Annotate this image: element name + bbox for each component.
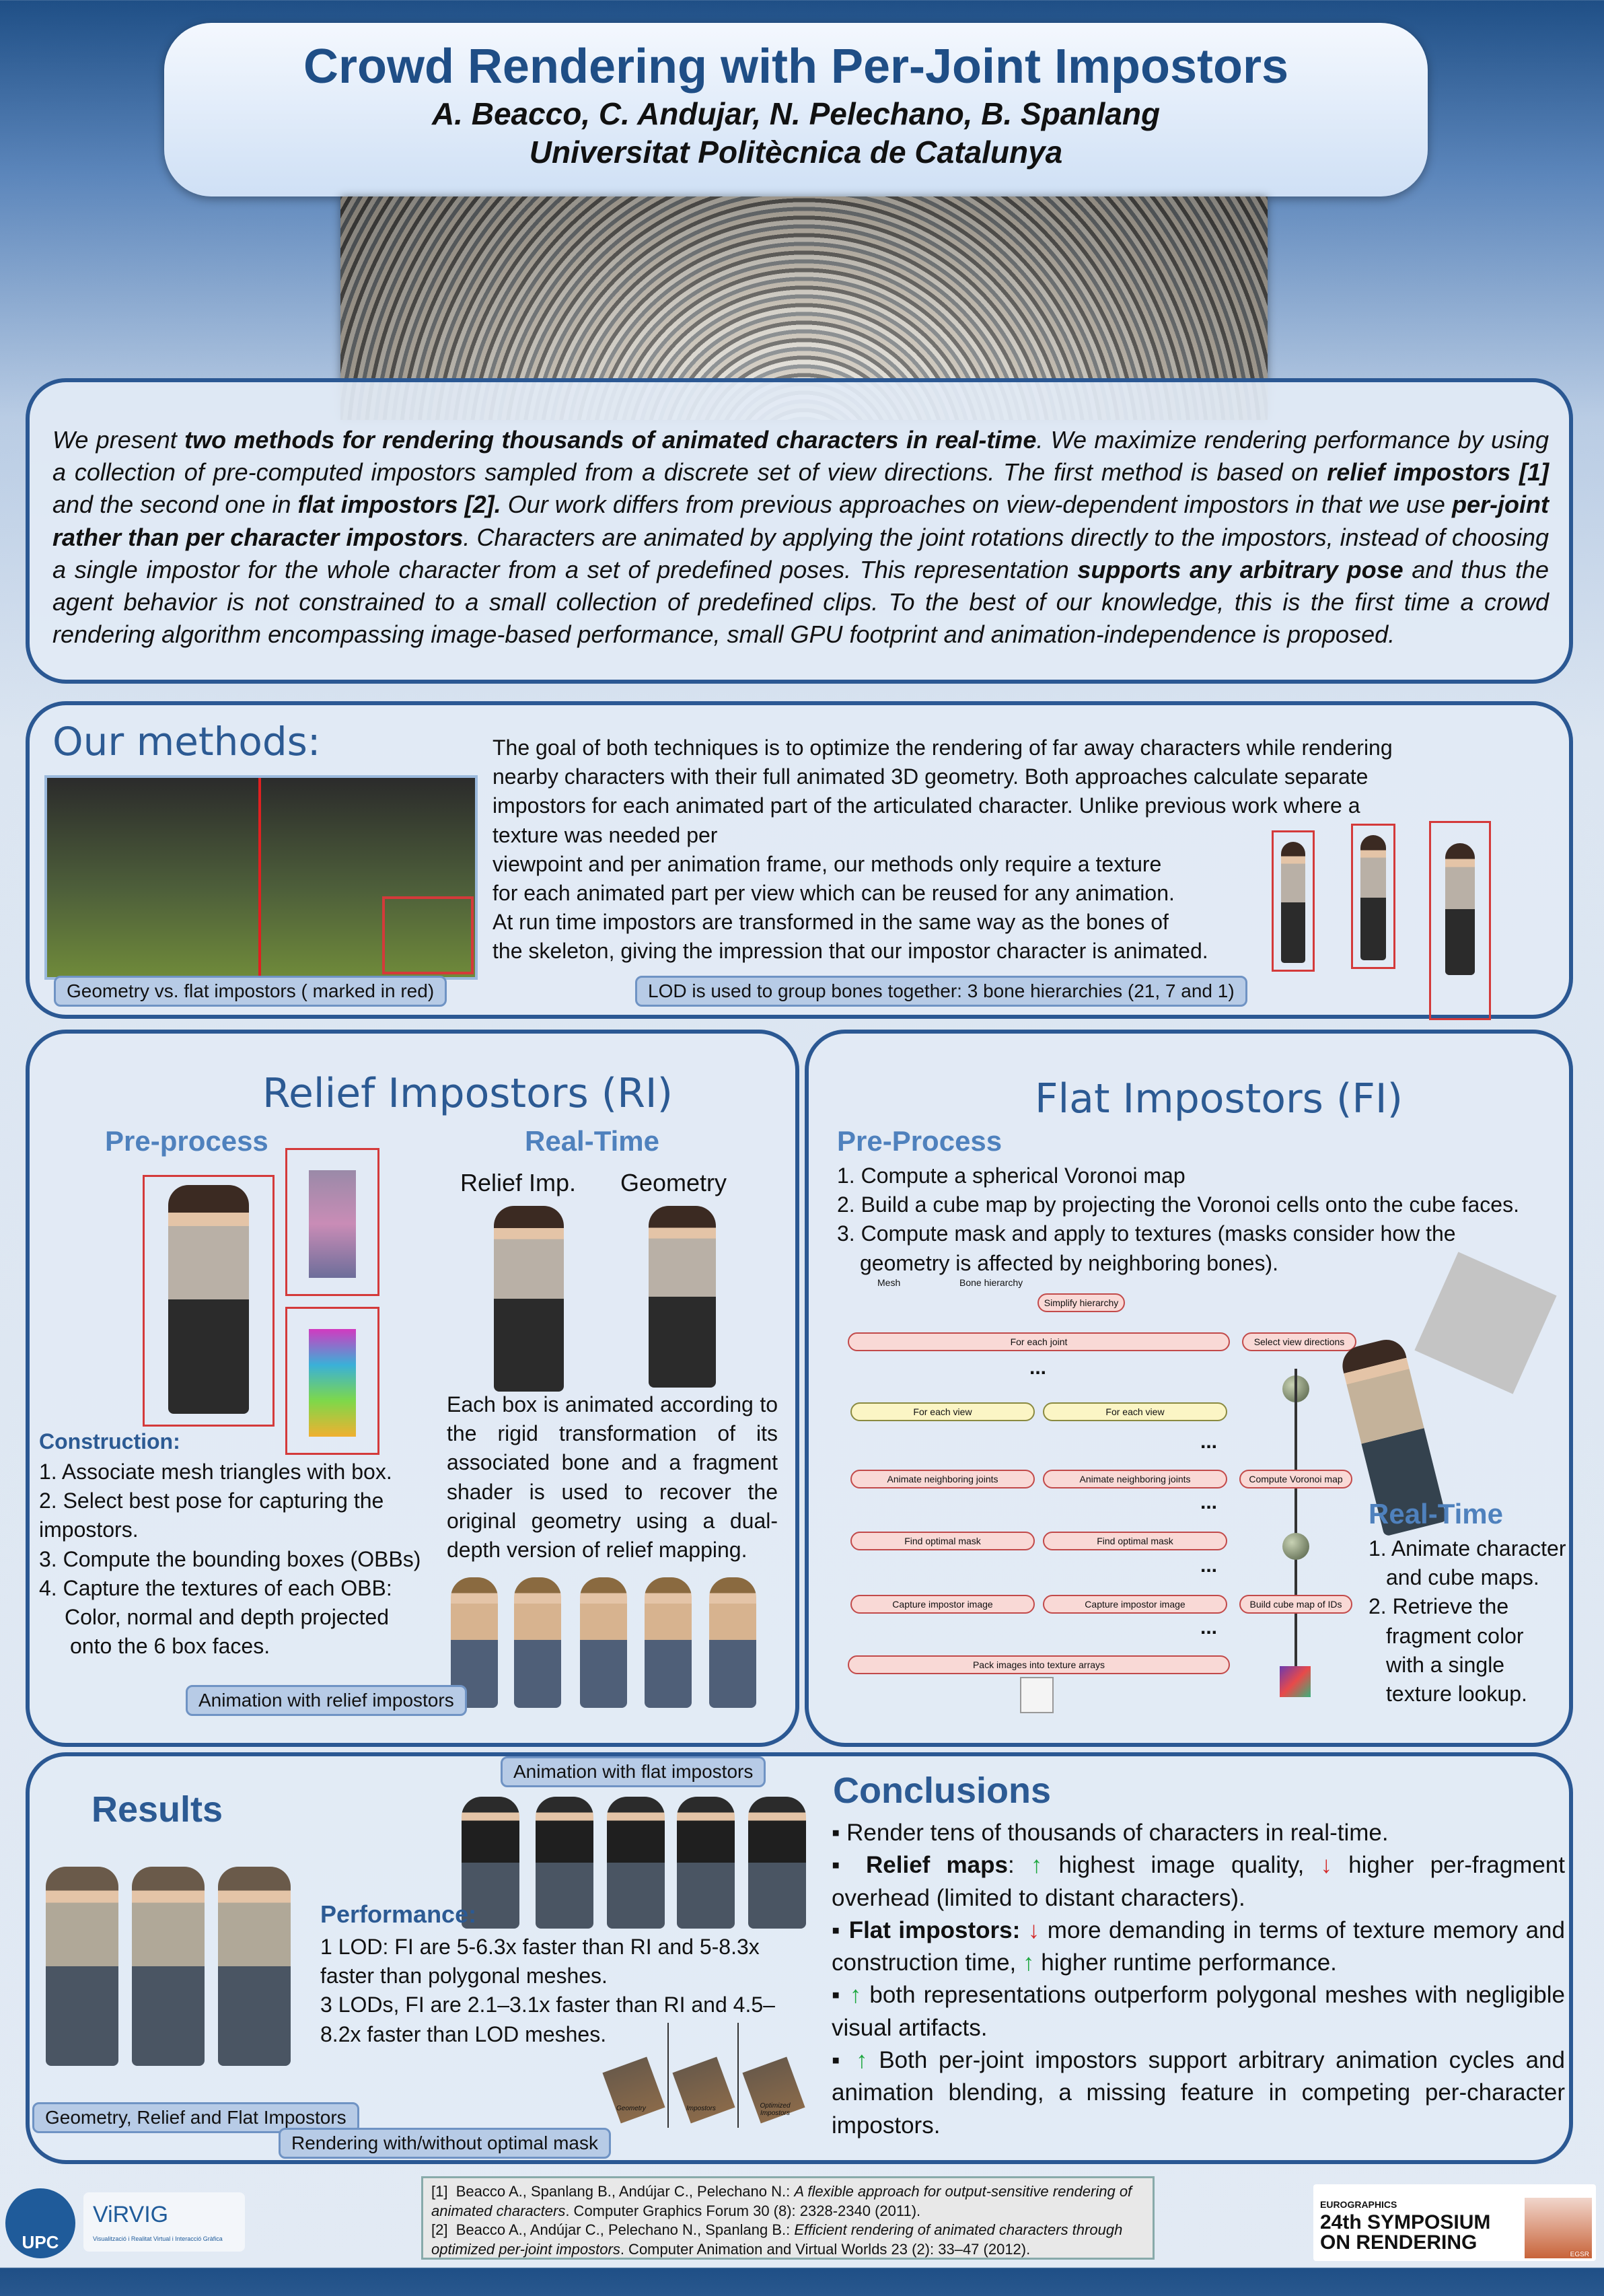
flow-ellipsis: ...: [1200, 1554, 1218, 1577]
performance-line: faster than polygonal meshes.: [320, 1964, 608, 1988]
abstract-text: and the second one in: [52, 491, 298, 519]
reference-number: [2]: [431, 2221, 448, 2239]
reference-text: Beacco A., Andújar C., Pelechano N., Spanlang B.:: [455, 2221, 795, 2239]
up-arrow-icon: ↑: [849, 1982, 862, 2009]
reference-number: [1]: [431, 2183, 448, 2200]
flow-bone-label: Bone hierarchy: [959, 1277, 1023, 1288]
methods-paragraph: The goal of both techniques is to optimize the rendering of far away characters while rendering nearby characters with their full animated 3D geometry. Both approaches calculate separate impostors for each animated part of the articulated character. Unlike previous work where a texture was needed per: [493, 736, 1393, 847]
fi-step: 2. Build a cube map by projecting the Voronoi cells onto the cube faces.: [837, 1192, 1519, 1217]
methods-line: for each animated part per view which can be reused for any animation.: [493, 880, 1175, 905]
ri-title: Relief Impostors (RI): [262, 1070, 673, 1117]
fi-rt-step: fragment color: [1386, 1623, 1524, 1648]
conclusion-text: higher per-fragment overhead (limited to distant characters).: [832, 1852, 1565, 1911]
construction-step: 2. Select best pose for capturing the: [39, 1488, 384, 1513]
bullet: ▪: [832, 1916, 842, 1943]
ri-obb-figure: [143, 1175, 275, 1427]
mask-label: Optimized Impostors: [760, 2102, 791, 2117]
down-arrow-icon: ↓: [1027, 1916, 1040, 1943]
bullet: ▪: [832, 2047, 845, 2074]
caption-relief-animation: Animation with relief impostors: [186, 1685, 467, 1716]
upc-logo-text: UPC: [22, 2232, 59, 2252]
fi-preprocess-heading: Pre-Process: [837, 1125, 1002, 1157]
caption-geometry-vs-flat: Geometry vs. flat impostors ( marked in red): [54, 976, 447, 1007]
methods-line: viewpoint and per animation frame, our methods only require a texture: [493, 851, 1162, 876]
lod-figure-1: [1429, 821, 1491, 1020]
performance-line: 1 LOD: FI are 5-6.3x faster than RI and 5-8.3x: [320, 1935, 760, 1959]
abstract-text: Our work differs from previous approaches on view-dependent impostors in that we use: [501, 491, 1453, 519]
flow-for-each-joint: For each joint: [848, 1332, 1230, 1351]
authors: A. Beacco, C. Andujar, N. Pelechano, B. Spanlang: [431, 96, 1161, 131]
flat-anim-character: [607, 1797, 665, 1929]
eg-logo-top: EUROGRAPHICS: [1320, 2199, 1397, 2210]
flow-for-each-view: For each view: [850, 1402, 1035, 1421]
flow-find-mask: Find optimal mask: [1043, 1532, 1227, 1550]
caption-optimal-mask: Rendering with/without optimal mask: [279, 2128, 611, 2159]
conclusion-text: more demanding in terms of texture memory and construction time,: [832, 1916, 1565, 1976]
abstract-text: . We maximize rendering performance by using a collection of pre-computed impostors sampled from a discrete set of view directions. The first method is based on: [52, 426, 1550, 487]
flat-anim-character: [748, 1797, 806, 1929]
reference-text: Beacco A., Spanlang B., Andújar C., Pelechano N.:: [455, 2183, 795, 2200]
fi-rt-step: with a single: [1386, 1652, 1505, 1677]
flat-anim-character: [677, 1797, 735, 1929]
sphere-icon: [1282, 1533, 1309, 1560]
construction-heading: Construction:: [39, 1429, 180, 1454]
up-arrow-icon: ↑: [856, 2047, 868, 2074]
virvig-logo-subtitle: Visualització i Realitat Virtual i Interacció Gràfica: [93, 2235, 223, 2242]
down-arrow-icon: ↓: [1320, 1852, 1332, 1879]
performance-line: 8.2x faster than LOD meshes.: [320, 2021, 607, 2046]
conclusion-text: higher runtime performance.: [1034, 1949, 1337, 1976]
flow-simplify: Simplify hierarchy: [1037, 1293, 1125, 1312]
fi-rt-step: texture lookup.: [1386, 1681, 1527, 1706]
ri-preprocess-heading: Pre-process: [105, 1125, 268, 1157]
abstract-panel: [26, 378, 1573, 684]
relief-anim-character: [580, 1577, 627, 1708]
conclusions-title: Conclusions: [833, 1770, 1052, 1811]
institution: Universitat Politècnica de Catalunya: [529, 135, 1063, 170]
abstract-bold: flat impostors [2].: [297, 491, 501, 519]
conclusions-list: [832, 1817, 1565, 2142]
relief-anim-character: [709, 1577, 756, 1708]
ri-description: Each box is animated according to the rigid transformation of its associated bone and a fragment shader is used to recover the original geometry using a dual-depth version of relief mapping.: [447, 1392, 778, 1562]
abstract-bold: supports any arbitrary pose: [1077, 555, 1403, 583]
ri-obb-textures-bottom: [285, 1307, 379, 1455]
lod-figure-21: [1272, 830, 1315, 972]
flow-select-view: Select view directions: [1242, 1332, 1356, 1351]
conclusion-text: both representations outperform polygonal meshes with negligible visual artifacts.: [832, 1982, 1565, 2041]
conclusion-bold: Flat impostors:: [848, 1916, 1021, 1943]
relief-anim-character: [514, 1577, 561, 1708]
eurographics-logo: [1313, 2184, 1596, 2261]
cathedral-image: [1525, 2198, 1592, 2258]
conclusion-bold: Relief maps: [866, 1852, 1008, 1879]
egsr-mark: EGSR: [1570, 2251, 1589, 2258]
caption-geometry-relief-flat: Geometry, Relief and Flat Impostors: [32, 2102, 359, 2133]
virvig-logo-text: ViRVIG: [93, 2202, 169, 2227]
mask-label: Impostors: [686, 2105, 716, 2112]
caption-lod: LOD is used to group bones together: 3 bone hierarchies (21, 7 and 1): [635, 976, 1247, 1007]
fi-step: geometry is affected by neighboring bones).: [860, 1250, 1279, 1275]
flow-build-cube: Build cube map of IDs: [1239, 1595, 1352, 1614]
flow-capture-impostor: Capture impostor image: [850, 1595, 1035, 1614]
relief-anim-character: [645, 1577, 692, 1708]
flat-character: [218, 1867, 291, 2066]
flat-impostors-panel: [805, 1030, 1573, 1747]
conclusion-text: highest image quality,: [1042, 1852, 1321, 1879]
abstract-text: . Characters are animated by applying the joint rotations directly to the impostors, instead of choosing a single impostor for the whole character from a set of predefined poses. This representation: [52, 523, 1549, 583]
methods-line: At run time impostors are transformed in the same way as the bones of: [493, 910, 1169, 935]
flow-animate-neighboring: Animate neighboring joints: [850, 1470, 1035, 1488]
flow-pack-images: Pack images into texture arrays: [848, 1655, 1230, 1674]
cube-map-icon: [1280, 1666, 1311, 1697]
divider-line: [258, 778, 261, 977]
fi-step: 1. Compute a spherical Voronoi map: [837, 1163, 1186, 1188]
conclusion-item: [832, 1914, 1565, 1980]
bullet: ▪: [832, 1852, 850, 1879]
construction-step: onto the 6 box faces.: [70, 1634, 270, 1659]
bullet: ▪: [832, 1820, 840, 1846]
flow-capture-impostor: Capture impostor image: [1043, 1595, 1227, 1614]
fi-step: 3. Compute mask and apply to textures (masks consider how the: [837, 1221, 1456, 1246]
up-arrow-icon: ↑: [1030, 1852, 1043, 1879]
methods-panel: [26, 701, 1573, 1019]
reference-title: A flexible approach for output-sensitive rendering of animated characters: [431, 2183, 1132, 2219]
conclusion-item: [832, 1979, 1565, 2044]
flow-ellipsis: ...: [1200, 1616, 1218, 1639]
references: [421, 2176, 1155, 2260]
methods-line: the skeleton, giving the impression that our impostor character is animated.: [493, 939, 1208, 964]
reference-item: [431, 2221, 1144, 2259]
caption-flat-animation: Animation with flat impostors: [501, 1756, 766, 1787]
performance-heading: Performance:: [320, 1900, 477, 1928]
abstract-bold: relief impostors [1]: [1327, 458, 1549, 487]
texture-array-icon: [1020, 1677, 1054, 1713]
fi-steps: [837, 1161, 1550, 1278]
geometry-character: [46, 1867, 118, 2066]
reference-text: . Computer Animation and Virtual Worlds 23 (2): 33–47 (2012).: [620, 2240, 1031, 2258]
fi-rt-step: 1. Animate character: [1369, 1536, 1566, 1560]
lod-figure-7: [1351, 824, 1395, 969]
relief-character: [494, 1206, 564, 1392]
conclusion-item: [832, 2044, 1565, 2142]
flow-find-mask: Find optimal mask: [850, 1532, 1035, 1550]
construction-step: impostors.: [39, 1517, 139, 1542]
poster-title: Crowd Rendering with Per-Joint Impostors: [303, 40, 1289, 94]
flow-animate-neighboring: Animate neighboring joints: [1043, 1470, 1227, 1488]
methods-title: Our methods:: [52, 719, 321, 764]
ri-realtime-heading: Real-Time: [525, 1125, 659, 1157]
abstract-text: and thus the agent behavior is not constrained to a small collection of predefined clips. To the best of our knowledge, this is the first time a crowd rendering algorithm encompassing image-based performance, small GPU footprint and animation-independence is proposed.: [52, 555, 1549, 649]
construction-step: Color, normal and depth projected: [65, 1604, 390, 1629]
conclusion-item: [832, 1817, 1565, 1849]
mask-label: Geometry: [616, 2105, 646, 2112]
flow-ellipsis: ...: [1200, 1431, 1218, 1453]
bullet: ▪: [832, 1982, 842, 2009]
reference-text: . Computer Graphics Forum 30 (8): 2328-2340 (2011).: [565, 2202, 921, 2219]
fi-realtime-heading: Real-Time: [1369, 1498, 1503, 1530]
fi-rt-step: and cube maps.: [1386, 1565, 1539, 1590]
abstract-text: We present: [52, 426, 185, 454]
flow-compute-voronoi: Compute Voronoi map: [1239, 1470, 1352, 1488]
fi-realtime-steps: [1369, 1534, 1570, 1709]
flow-mesh-label: Mesh: [877, 1277, 901, 1288]
construction-step: 4. Capture the textures of each OBB:: [39, 1575, 392, 1600]
abstract-bold: two methods for rendering thousands of animated characters in real-time: [184, 426, 1037, 454]
results-panel: [26, 1752, 1573, 2164]
upc-logo: [5, 2188, 75, 2258]
eg-logo-main: ON RENDERING: [1320, 2231, 1478, 2254]
conclusion-text: :: [1007, 1852, 1031, 1879]
performance-line: 3 LODs, FI are 2.1–3.1x faster than RI and 4.5–: [320, 1993, 775, 2017]
geometry-vs-flat-image: [44, 775, 478, 980]
fi-rt-step: 2. Retrieve the: [1369, 1594, 1509, 1619]
poster-header: [164, 23, 1428, 196]
flow-ellipsis: ...: [1029, 1357, 1047, 1379]
flow-arrow: [1295, 1369, 1297, 1666]
construction-step: 3. Compute the bounding boxes (OBBs): [39, 1546, 421, 1571]
construction-steps: [39, 1458, 456, 1661]
flow-for-each-view: For each view: [1043, 1402, 1227, 1421]
geometry-label: Geometry: [620, 1169, 727, 1196]
ri-obb-textures-top: [285, 1148, 379, 1296]
flow-ellipsis: ...: [1200, 1491, 1218, 1513]
red-marker-box: [382, 896, 474, 974]
reference-title: Efficient rendering of animated characters through optimized per-joint impostors: [431, 2221, 1123, 2258]
eg-logo-main: 24th SYMPOSIUM: [1320, 2211, 1491, 2233]
reference-item: [431, 2182, 1144, 2221]
relief-character: [132, 1867, 205, 2066]
construction-step: 1. Associate mesh triangles with box.: [39, 1460, 392, 1484]
up-arrow-icon: ↑: [1023, 1949, 1035, 1976]
conclusion-text: Both per-joint impostors support arbitrary animation cycles and animation blending, a missing feature in competing per-character impostors.: [832, 2047, 1565, 2139]
relief-imp-label: Relief Imp.: [460, 1169, 577, 1196]
conclusion-text: Render tens of thousands of characters in real-time.: [846, 1820, 1389, 1846]
virvig-logo: [83, 2192, 245, 2252]
fi-title: Flat Impostors (FI): [1035, 1075, 1403, 1122]
abstract-bold: per-joint rather than per character impostors: [52, 491, 1549, 551]
relief-impostors-panel: [26, 1030, 799, 1747]
geometry-character: [649, 1206, 716, 1388]
flat-anim-character: [536, 1797, 593, 1929]
conclusion-item: [832, 1849, 1565, 1914]
results-title: Results: [92, 1789, 223, 1830]
